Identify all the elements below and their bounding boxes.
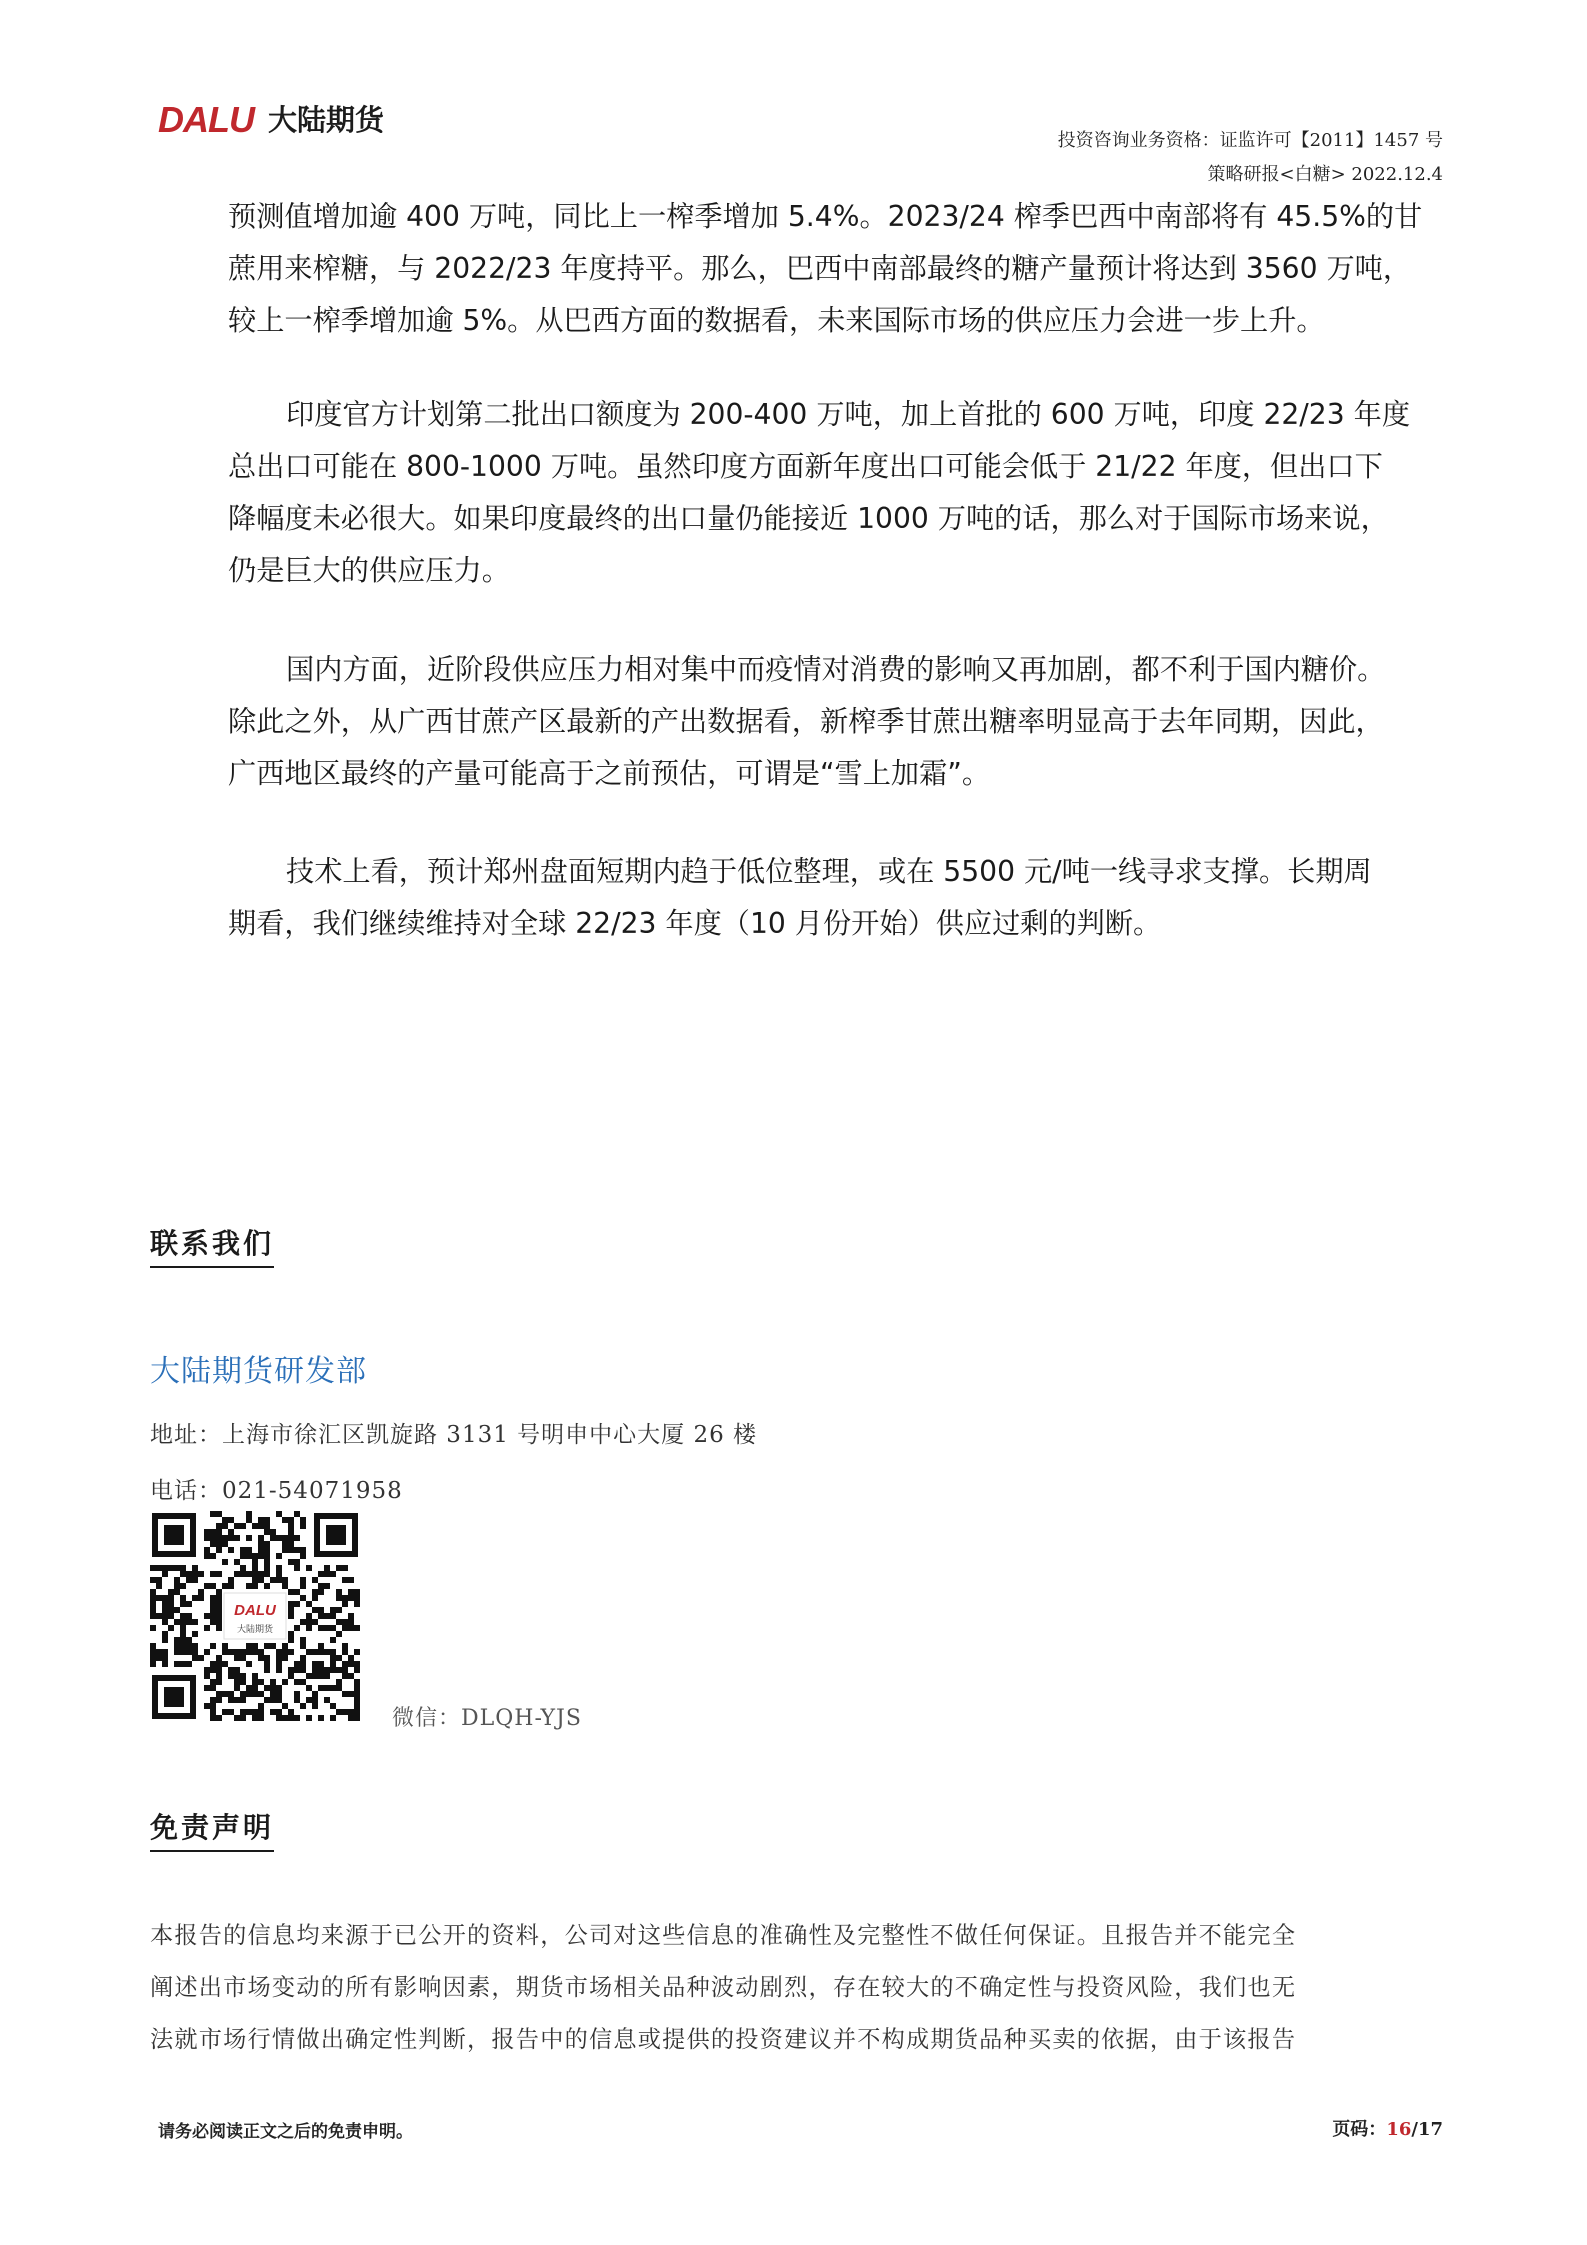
company-logo: [158, 100, 384, 140]
paragraph-line: 预测值增加逾 400 万吨，同比上一榨季增加 5.4%。2023/24 榨季巴西中南部将有 45.5%的甘: [228, 200, 1423, 233]
wechat-qr-code: [150, 1511, 360, 1721]
paragraph-brazil: [228, 191, 1441, 347]
paragraph-line: 技术上看，预计郑州盘面短期内趋于低位整理，或在 5500 元/吨一线寻求支撑。长期周: [286, 855, 1372, 888]
paragraph-line: 国内方面，近阶段供应压力相对集中而疫情对消费的影响又再加剧，都不利于国内糖价。: [286, 653, 1386, 686]
disclaimer-line: 法就市场行情做出确定性判断，报告中的信息或提供的投资建议并不构成期货品种买卖的依据，由于该报告: [150, 2026, 1297, 2053]
paragraph-line: 期看，我们继续维持对全球 22/23 年度（10 月份开始）供应过剩的判断。: [228, 907, 1162, 940]
paragraph-line: 蔗用来榨糖，与 2022/23 年度持平。那么，巴西中南部最终的糖产量预计将达到 3560 万吨，: [228, 252, 1412, 285]
page-label: 页码：: [1332, 2119, 1387, 2140]
qr-logo-mark: DALU: [234, 1602, 276, 1619]
page-number: [1332, 2115, 1443, 2141]
page-total: /17: [1411, 2119, 1443, 2140]
qualification-line: 投资咨询业务资格：证监许可【2011】1457 号: [1057, 130, 1443, 151]
disclaimer-line: 阐述出市场变动的所有影响因素，期货市场相关品种波动剧烈，存在较大的不确定性与投资风险，我们也无: [150, 1974, 1297, 2001]
paragraph-line: 总出口可能在 800-1000 万吨。虽然印度方面新年度出口可能会低于 21/22 年度，但出口下: [228, 450, 1383, 483]
logo-company-name: 大陆期货: [267, 103, 384, 137]
disclaimer-text: [150, 1910, 1442, 2066]
wechat-id: 微信：DLQH-YJS: [392, 1706, 582, 1731]
footer-notice: 请务必阅读正文之后的免责申明。: [158, 2122, 413, 2142]
qr-logo-cn: 大陆期货: [236, 1625, 274, 1635]
paragraph-domestic: [228, 644, 1441, 800]
contact-title: 联系我们: [150, 1226, 274, 1268]
paragraph-technical: [228, 846, 1441, 950]
logo-mark: DALU: [158, 99, 254, 140]
paragraph-line: 广西地区最终的产量可能高于之前预估，可谓是“雪上加霜”。: [228, 757, 991, 790]
department-name: 大陆期货研发部: [150, 1354, 367, 1389]
paragraph-india: [228, 389, 1441, 597]
disclaimer-line: 本报告的信息均来源于已公开的资料，公司对这些信息的准确性及完整性不做任何保证。且报告并不能完全: [150, 1922, 1297, 1949]
paragraph-line: 降幅度未必很大。如果印度最终的出口量仍能接近 1000 万吨的话，那么对于国际市场来说，: [228, 502, 1389, 535]
paragraph-line: 印度官方计划第二批出口额度为 200-400 万吨，加上首批的 600 万吨，印度 22/23 年度: [286, 398, 1411, 431]
paragraph-line: 仍是巨大的供应压力。: [228, 554, 510, 587]
address: 地址：上海市徐汇区凯旋路 3131 号明申中心大厦 26 楼: [150, 1422, 758, 1448]
page-current: 16: [1386, 2119, 1412, 2140]
report-tag: 策略研报<白糖> 2022.12.4: [1207, 164, 1443, 185]
paragraph-line: 较上一榨季增加逾 5%。从巴西方面的数据看，未来国际市场的供应压力会进一步上升。: [228, 304, 1325, 337]
phone: 电话：021-54071958: [150, 1478, 403, 1504]
paragraph-line: 除此之外，从广西甘蔗产区最新的产出数据看，新榨季甘蔗出糖率明显高于去年同期，因此，: [228, 705, 1384, 738]
disclaimer-title: 免责声明: [150, 1810, 274, 1852]
